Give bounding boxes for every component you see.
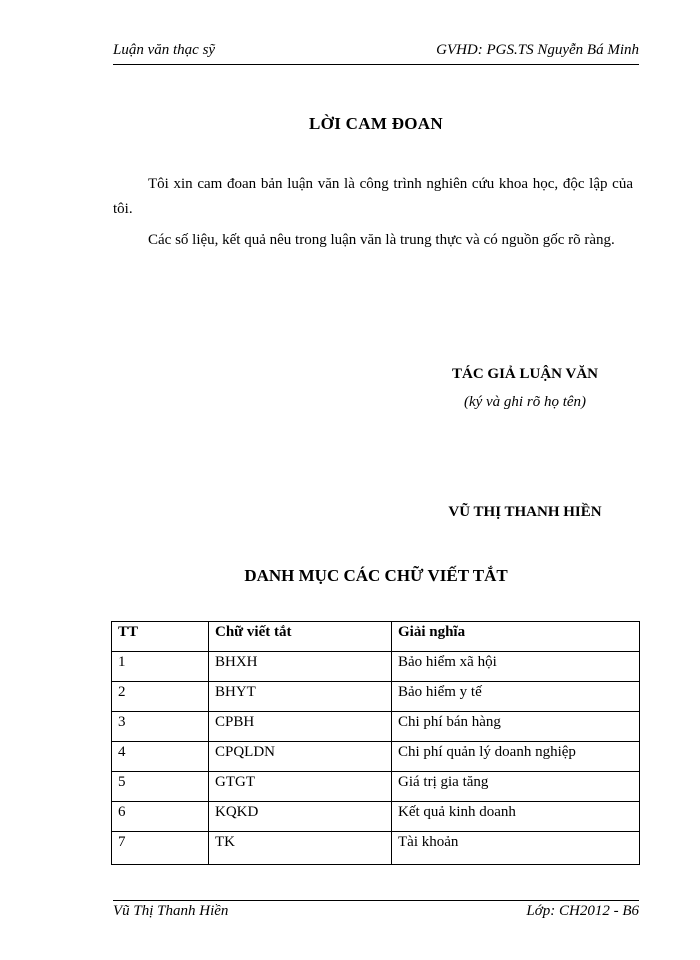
cell-index: 3	[112, 712, 209, 742]
page-header	[113, 40, 639, 65]
table-row	[112, 742, 640, 772]
page-title: LỜI CAM ĐOAN	[309, 114, 443, 133]
column-header-abbreviation: Chữ viết tắt	[209, 622, 392, 652]
signature-note: (ký và ghi rõ họ tên)	[463, 394, 587, 410]
author-name: VŨ THỊ THANH HIỀN	[448, 504, 602, 520]
cell-meaning: Kết quả kinh doanh	[392, 802, 640, 832]
cell-abbreviation: CPBH	[209, 712, 392, 742]
cell-index: 6	[112, 802, 209, 832]
table-row	[112, 652, 640, 682]
cell-abbreviation: KQKD	[209, 802, 392, 832]
cell-index: 1	[112, 652, 209, 682]
page-footer	[113, 900, 639, 927]
header-thesis-type: Luận văn thạc sỹ	[113, 42, 216, 58]
cell-abbreviation: BHYT	[209, 682, 392, 712]
declaration-paragraph-2: Các số liệu, kết quả nêu trong luận văn là trung thực và có nguồn gốc rõ ràng.	[148, 232, 615, 248]
column-header-meaning: Giải nghĩa	[392, 622, 640, 652]
column-header-index: TT	[112, 622, 209, 652]
cell-abbreviation: CPQLDN	[209, 742, 392, 772]
cell-index: 4	[112, 742, 209, 772]
abbreviation-table	[111, 621, 640, 865]
cell-meaning: Bảo hiểm y tế	[392, 682, 640, 712]
declaration-paragraph-1: Tôi xin cam đoan bản luận văn là công trình nghiên cứu khoa học, độc lập của tôi.	[113, 176, 633, 217]
cell-index: 5	[112, 772, 209, 802]
cell-meaning: Giá trị gia tăng	[392, 772, 640, 802]
table-row	[112, 682, 640, 712]
cell-index: 7	[112, 832, 209, 865]
cell-meaning: Tài khoản	[392, 832, 640, 865]
cell-abbreviation: BHXH	[209, 652, 392, 682]
cell-meaning: Chi phí bán hàng	[392, 712, 640, 742]
table-row	[112, 772, 640, 802]
cell-meaning: Bảo hiểm xã hội	[392, 652, 640, 682]
header-supervisor: GVHD: PGS.TS Nguyễn Bá Minh	[436, 42, 639, 58]
table-header-row	[112, 622, 640, 652]
footer-author: Vũ Thị Thanh Hiền	[113, 903, 229, 919]
table-row	[112, 832, 640, 865]
cell-abbreviation: TK	[209, 832, 392, 865]
cell-index: 2	[112, 682, 209, 712]
table-row	[112, 712, 640, 742]
cell-abbreviation: GTGT	[209, 772, 392, 802]
cell-meaning: Chi phí quản lý doanh nghiệp	[392, 742, 640, 772]
abbreviation-list-title: DANH MỤC CÁC CHỮ VIẾT TẮT	[244, 566, 508, 585]
footer-class: Lớp: CH2012 - B6	[526, 903, 639, 919]
table-row	[112, 802, 640, 832]
signature-title: TÁC GIẢ LUẬN VĂN	[452, 366, 598, 382]
